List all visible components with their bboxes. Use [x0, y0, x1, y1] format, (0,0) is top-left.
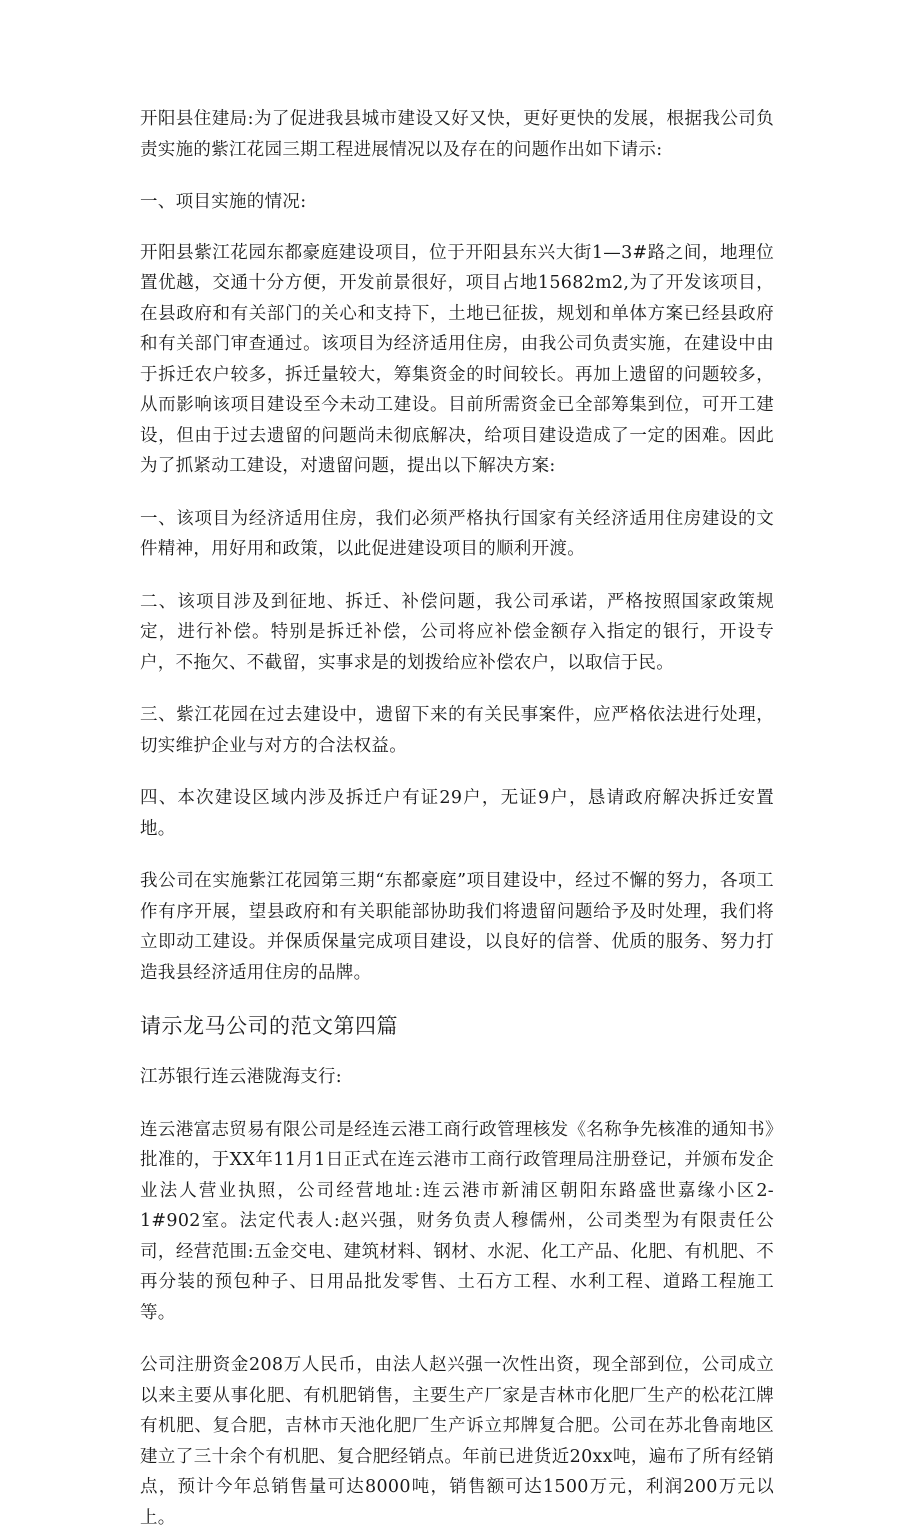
point-three-paragraph: 三、紫江花园在过去建设中，遗留下来的有关民事案件，应严格依法进行处理，切实维护企业与对方的合法权益。 [140, 705, 774, 756]
point-one-paragraph: 一、该项目为经济适用住房，我们必须严格执行国家有关经济适用住房建设的文件精神，用好用和政策，以此促进建设项目的顺利开渡。 [140, 508, 774, 559]
section1-body-paragraph: 开阳县紫江花园东都豪庭建设项目，位于开阳县东兴大街1—3#路之间，地理位置优越，交通十分方便，开发前景很好，项目占地15682m2,为了开发该项目，在县政府和有关部门的关心和支持下，土地已征拔，规划和单体方案已经县政府和有关部门审查通过。该项目为经济适用住房，由我公司负责实施，在建设中由于拆迁农户较多，拆迁量较大，筹集资金的时间较长。再加上遗留的问题较多，从而影响该项目建设至今未动工建设。目前所需资金已全部筹集到位，可开工建设，但由于过去遗留的问题尚未彻底解决，给项目建设造成了一定的困难。因此为了抓紧动工建设，对遗留问题，提出以下解决方案: [140, 242, 774, 476]
section-title: 请示龙马公司的范文第四篇 [140, 1014, 398, 1038]
intro-paragraph: 开阳县住建局:为了促进我县城市建设又好又快，更好更快的发展，根据我公司负责实施的紫江花园三期工程进展情况以及存在的问题作出如下请示: [140, 109, 774, 160]
salutation: 江苏银行连云港陇海支行: [140, 1067, 342, 1087]
point-four-paragraph: 四、本次建设区域内涉及拆迁户有证29户，无证9户，恳请政府解决拆迁安置地。 [140, 788, 774, 839]
company-intro-paragraph: 连云港富志贸易有限公司是经连云港工商行政管理核发《名称争先核准的通知书》批准的，于XX年11月1日正式在连云港市工商行政管理局注册登记，并颁布发企业法人营业执照，公司经营地址:连云港市新浦区朝阳东路盛世嘉缘小区2-1#902室。法定代表人:赵兴强，财务负责人穆儒州，公司类型为有限责任公司，经营范围:五金交电、建筑材料、钢材、水泥、化工产品、化肥、有机肥、不再分装的预包种子、日用品批发零售、土石方工程、水利工程、道路工程施工等。 [140, 1119, 774, 1323]
closing-paragraph: 我公司在实施紫江花园第三期“东都豪庭”项目建设中，经过不懈的努力，各项工作有序开展，望县政府和有关职能部协助我们将遗留问题给予及时处理，我们将立即动工建设。并保质保量完成项目建设，以良好的信誉、优质的服务、努力打造我县经济适用住房的品牌。 [140, 871, 774, 983]
company-capital-paragraph: 公司注册资金208万人民币，由法人赵兴强一次性出资，现全部到位，公司成立以来主要从事化肥、有机肥销售，主要生产厂家是吉林市化肥厂生产的松花江牌有机肥、复合肥，吉林市天池化肥厂生产诉立邦牌复合肥。公司在苏北鲁南地区建立了三十余个有机肥、复合肥经销点。年前已进货近20xx吨，遍布了所有经销点，预计今年总销售量可达8000吨，销售额可达1500万元，利润200万元以上。 [140, 1355, 774, 1528]
section1-heading: 一、项目实施的情况: [140, 192, 307, 212]
point-two-paragraph: 二、该项目涉及到征地、拆迁、补偿问题，我公司承诺，严格按照国家政策规定，进行补偿。特别是拆迁补偿，公司将应补偿金额存入指定的银行，开设专户，不拖欠、不截留，实事求是的划拨给应补偿农户，以取信于民。 [140, 591, 774, 673]
